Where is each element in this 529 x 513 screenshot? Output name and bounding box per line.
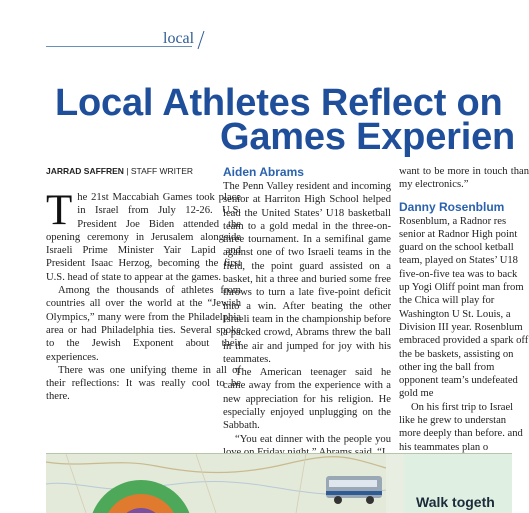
subhead-danny-rosenblum: Danny Rosenblum: [399, 199, 505, 214]
byline-role: | STAFF WRITER: [126, 166, 194, 176]
subhead-aiden-abrams: Aiden Abrams: [223, 165, 304, 179]
article-paragraph: “You eat dinner with the people you: [235, 433, 391, 445]
promo-title: Walk togeth: [416, 494, 495, 510]
map-illustration: [46, 454, 386, 513]
article-column-2: [223, 165, 391, 459]
article-paragraph: Rosenblum, a Radnor res senior at Radnor High point guard on the school ketball team, played on States’ U18 five-on-five tea was to back up Yogi Oliff point man from the Chica will play for Washington U St. Louis, a Division III year. Rosenblum embraced provided a spark off the be baskets, assisting on other ing the ball from opponent team’s undefeated gold me: [399, 215, 529, 400]
byline: [46, 165, 241, 177]
byline-author: JARRAD SAFFREN: [46, 166, 124, 176]
article-column-1: [46, 165, 241, 404]
headline-line-2: Games Experien: [220, 116, 516, 158]
article-paragraph: The American teenager said he came away from the experience with a new appreciation for his religion. He especially enjoyed unplugging on the Sabbath.: [223, 367, 391, 432]
drop-cap: T: [46, 187, 73, 234]
headline-line-1: Local Athletes Reflect on: [55, 82, 503, 124]
section-slash-icon: [197, 30, 205, 50]
article-paragraph: The 21st Maccabiah Games took place in Israel from July 12-26. U.S. President Joe Biden attended the opening ceremony in Jerusalem alongside Israeli Prime Minister Yair Lapid and President Isaac Herzog, becoming the first U.S. head of state to appear at the games.: [46, 187, 241, 283]
article-paragraph: Among the thousands of athletes from countries all over the world at the “Jewish Olympics,” many were from the Philadelphia area or had Philadelphia ties. Several spoke to the Jewish Exponent about their experiences.: [46, 285, 241, 363]
article-paragraph: On his first trip to Israel like he grew to understan more deeply than before. and his teammates plan o: [399, 401, 523, 453]
article-column-3: [399, 165, 529, 454]
article-paragraph: want to be more in touch than my electronics.”: [399, 166, 529, 191]
walk-together-panel: [404, 454, 512, 513]
article-paragraph: There was one unifying theme in all of their reflections: It was really cool to be there.: [46, 364, 241, 403]
section-label: local: [163, 30, 195, 47]
promo-strip: [46, 453, 512, 513]
article-paragraph: The Penn Valley resident and incoming senior at Harriton High School helped lead the United States’ U18 basketball team to a gold medal in the three-on-three tournament. In a semifinal game against one of two Israeli teams in the field, the point guard assisted on a basket, hit a three and buried some free throws to turn a late five-point deficit into a win. After beating the other Israeli team in the championship before a packed crowd, Abrams threw the ball in the air and jumped for joy with his teammates.: [223, 181, 391, 365]
